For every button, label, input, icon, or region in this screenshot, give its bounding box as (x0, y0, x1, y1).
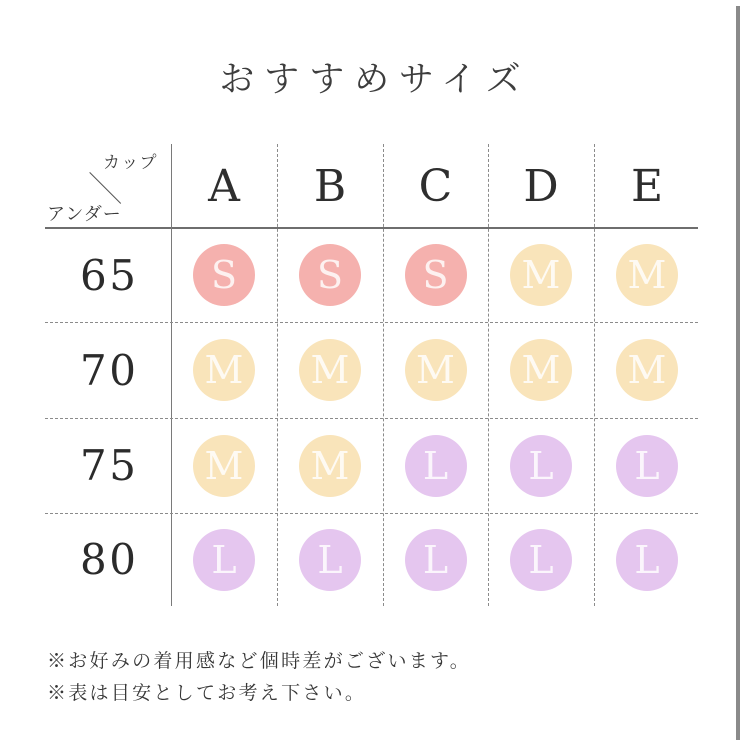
size-badge-m: M (405, 339, 467, 401)
column-divider-dashed (383, 144, 384, 606)
size-cell-75-a (171, 418, 277, 513)
under-axis-label: アンダー (47, 204, 122, 225)
column-header-a: A (208, 160, 240, 212)
size-cell-70-a (171, 322, 277, 418)
size-badge-m: M (616, 244, 678, 306)
size-badge-l: L (616, 529, 678, 591)
size-badge-l: L (405, 435, 467, 497)
size-cell-80-d (488, 513, 594, 606)
header-separator-line (45, 227, 698, 229)
size-cell-65-e (594, 228, 700, 322)
size-cell-65-a (171, 228, 277, 322)
size-table-grid (45, 144, 700, 606)
size-badge-s: S (405, 244, 467, 306)
size-cell-80-b (277, 513, 383, 606)
size-badge-m: M (299, 339, 361, 401)
size-badge-l: L (510, 435, 572, 497)
row-header-70: 70 (80, 345, 139, 395)
size-badge-m: M (510, 244, 572, 306)
size-badge-m: M (510, 339, 572, 401)
column-header-d: D (523, 160, 559, 212)
size-cell-75-d (488, 418, 594, 513)
cup-axis-label: カップ (103, 153, 158, 173)
size-badge-s: S (299, 244, 361, 306)
size-badge-l: L (299, 529, 361, 591)
size-cell-65-c (383, 228, 488, 322)
size-cell-75-c (383, 418, 488, 513)
footnotes (47, 646, 471, 710)
size-cell-70-b (277, 322, 383, 418)
size-cell-75-e (594, 418, 700, 513)
size-cell-70-c (383, 322, 488, 418)
column-divider-dashed (488, 144, 489, 606)
row-header-65: 65 (80, 250, 139, 300)
size-cell-80-c (383, 513, 488, 606)
size-badge-m: M (193, 339, 255, 401)
label-column-separator-line (171, 144, 172, 606)
column-header-c: C (418, 160, 453, 212)
size-badge-m: M (193, 435, 255, 497)
table-corner-cell (45, 144, 171, 228)
size-badge-l: L (510, 529, 572, 591)
size-cell-80-a (171, 513, 277, 606)
size-cell-70-e (594, 322, 700, 418)
column-header-b: B (313, 160, 347, 212)
size-badge-m: M (616, 339, 678, 401)
size-cell-65-b (277, 228, 383, 322)
row-divider-dashed (45, 322, 698, 323)
size-table (45, 144, 700, 606)
size-badge-l: L (405, 529, 467, 591)
column-header-e: E (630, 160, 664, 212)
page-title: おすすめサイズ (219, 60, 531, 100)
size-badge-l: L (193, 529, 255, 591)
column-divider-dashed (277, 144, 278, 606)
row-divider-dashed (45, 418, 698, 419)
size-cell-65-d (488, 228, 594, 322)
size-badge-s: S (193, 244, 255, 306)
size-cell-70-d (488, 322, 594, 418)
footnote-line-2: ※表は目安としてお考え下さい。 (47, 683, 367, 704)
row-header-75: 75 (80, 441, 139, 490)
row-divider-dashed (45, 513, 698, 514)
right-edge-line (736, 6, 740, 740)
size-cell-80-e (594, 513, 700, 606)
footnote-line-1: ※お好みの着用感など個時差がございます。 (47, 651, 472, 672)
size-cell-75-b (277, 418, 383, 513)
size-badge-l: L (616, 435, 678, 497)
size-badge-m: M (299, 435, 361, 497)
row-header-80: 80 (80, 535, 139, 584)
column-divider-dashed (594, 144, 595, 606)
